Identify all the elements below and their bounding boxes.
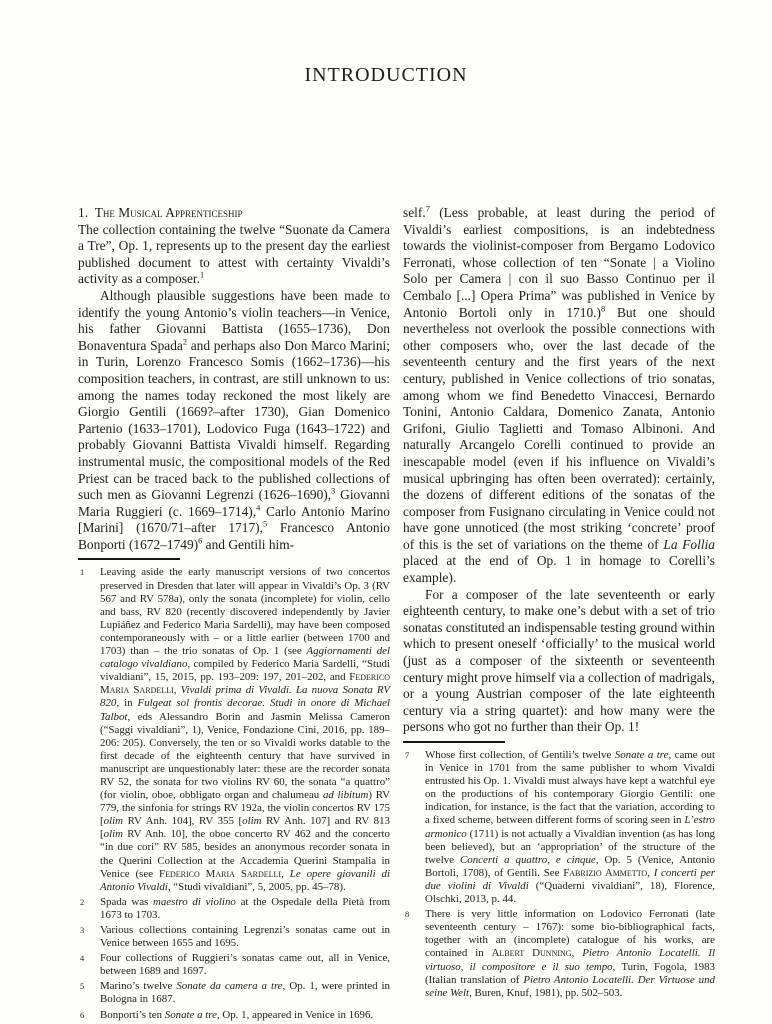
text-segment: Various collections containing Legrenzi’s sonatas came out in Venice between 1655 and 1695. [100,924,390,950]
right-column [403,204,716,999]
text-segment: Francesco Antonio Bonporti (1672–1749) [78,520,390,552]
text-segment: Vivaldi prima di Vivaldi. La nuova Sonata RV 820 [100,684,390,710]
footnote-rule [403,741,505,743]
footnote [78,924,390,950]
text-segment: at the Ospedale della Pietà from 1673 to 1703. [100,895,390,921]
text-segment: Giovanni Maria Ruggieri (c. 1669–1714), [78,487,391,519]
section-heading [78,205,390,222]
text-segment: , Buren, Knuf, 1981), pp. 502–503. [469,986,623,999]
text-segment: Four collections of Ruggieri’s sonatas came out, all in Venice, between 1689 and 1697. [100,952,390,978]
text-segment: ad libitum [322,789,369,802]
footnote-text [100,566,390,893]
text-segment: , Op. 1, were printed in Bologna in 1687. [100,980,390,1006]
text-segment: Federico Maria Sardelli [100,671,390,697]
footnote-number: 2 [80,896,85,907]
footnote-text [100,952,390,978]
text-segment: , [647,866,654,879]
footnote [403,908,715,1000]
text-segment: , Turin, Fogola, 1983 (Italian translation of [425,960,715,986]
text-segment: Pietro Antonio Locatelli. Il virtuoso, il compositore e il suo tempo [425,947,716,973]
footnote-text [100,924,390,950]
text-segment: Pietro Antonio Locatelli. Der Virtuose und seine Welt [425,973,716,999]
text-segment: The collection containing the twelve “Suonate da Camera a Tre”, Op. 1, represents up to the present day the earliest published document to attest with certainty Vivaldi’s activity as a composer. [78,221,390,287]
footnote-reference: 2 [182,337,188,347]
text-segment: self. [403,205,426,220]
left-column [78,205,391,1021]
footnote-number: 1 [80,567,85,578]
footnote-number: 8 [405,909,410,920]
two-column-layout [78,204,716,1021]
text-segment: , Op. 1, appeared in Venice in 1696. [216,1008,374,1021]
text-segment: Concerti a quattro, e cinque [460,853,596,866]
footnote-text [100,1009,390,1022]
paragraph [78,288,390,554]
text-segment: 1. [78,205,95,220]
footnote-reference: 1 [199,270,205,280]
text-segment: , Op. 5 (Venice, Antonio Bortoli, 1708), of Gentili. See [425,853,715,879]
text-segment: I concerti per due violini di Vivaldi [425,866,715,892]
footnote [403,749,715,906]
text-segment: Aggiornamenti del catalogo vivaldiano [100,645,390,671]
right-footnotes-list [403,749,715,1000]
text-segment: L’estro armonico [425,814,715,840]
footnote-reference: 5 [262,519,268,529]
footnote [78,952,390,978]
footnote-number: 5 [80,981,85,992]
text-segment: Le opere giovanili di Antonio Vivaldi [100,867,391,893]
left-column-body [78,205,390,553]
text-segment: Sonate a tre [614,749,669,761]
text-segment: For a composer of the late seventeenth or early eighteenth century, to make one’s debut with a set of trio sonatas constituted an indispensable testing ground within which to present oneself ‘officially’ to the musical world (just as a composer of the sixteenth or seventeenth century might prove himself via a collection of madrigals, or a young Austrian composer of the late eighteenth century via a string quartet): and how many were the persons who got no further than their Op. 1! [403,586,715,735]
footnote [78,980,390,1006]
right-footnotes-section [403,736,715,1000]
footnote-reference: 4 [256,503,261,513]
text-segment: Sonate a tre [164,1008,217,1021]
text-segment: Sonate da camera a tre [176,980,283,993]
footnote-reference: 8 [600,304,606,314]
text-segment: and Gentili him- [202,536,295,552]
text-segment: Albert Dunning [491,947,572,960]
text-segment: , eds Alessandro Borin and Jasmin Melissa Cameron (“Saggi vivaldiani”, 1), Venice, Fondazione Cini, 2016, pp. 189–206: 205). Conversely, the ten or so Vivaldi works datable to the first decade of the eighteenth century that have survived in manuscript are unquestionably later: these are the recorder sonata RV 52, the sonata for two violins RV 60, the sonata “a quattro” (for violin, oboe, obbligato organ and chalumeau [100,710,390,802]
text-segment: (“Quaderni vivaldiani”, 18), Florence, Olschki, 2013, p. 44. [425,879,715,906]
text-segment: , in [116,697,138,710]
footnote-number: 7 [405,750,410,760]
text-segment: RV Anh. 10], the oboe concerto RV 462 and the concerto “in due cori” RV 585, besides an anonymous recorder sonata in the Querini Collection at the Accademia Querini Stampalia in Venice (see [100,828,390,880]
page-title: INTRODUCTION [304,64,468,86]
text-segment: , [281,867,290,880]
footnote-text [425,749,715,906]
text-segment: (Less probable, at least during the period of Vivaldi’s earliest compositions, is an indebtedness towards the violinist-composer from Bergamo Lodovico Ferronati, whose collection of ten “Sonate | a Violino Solo per Camera | con il suo Basso Continuo per il Cembalo [...] Opera Prima” was published in Venice by Antonio Bortoli only in 1710.) [403,205,715,320]
footnote-text [100,896,390,922]
text-segment: olim [103,828,124,841]
text-segment: RV Anh. 104], RV 355 [ [123,815,243,828]
footnote-number: 6 [80,1009,85,1020]
text-segment: Federico Maria Sardelli [159,867,282,880]
text-segment: , [173,684,181,697]
text-segment: Bonporti’s ten [100,1008,165,1021]
text-segment: Marino’s twelve [100,980,177,993]
footnote [78,896,390,922]
text-segment: Fulgeat sol frontis decorae. Studi in onore di Michael Talbot [100,697,391,723]
text-segment: , compiled by Federico Maria Sardelli, “Studi vivaldiani”, 15, 2015, pp. 193–209: 197, 201–202, and [100,658,390,684]
text-segment: The Musical Apprenticeship [94,205,243,220]
text-segment: and perhaps also Don Marco Marini; in Turin, Lorenzo Francesco Somis (1662–1736)—his composition teachers, in contrast, are still unknown to us: among the names today reckoned the most likely are Giorgio Gentili (1669?–after 1730), Gian Domenico Partenio (1633–1701), Lodovico Fuga (1643–1722) and probably Giovanni Battista Vivaldi himself. Regarding instrumental music, the compositional models of the Red Priest can be traced back to the published collections of such men as Giovanni Legrenzi (1626–1690), [78,337,390,503]
footnote-reference: 6 [198,536,203,546]
left-footnotes-list [78,566,390,1021]
text-segment: placed at the end of Op. 1 in homage to Corelli’s example). [403,553,715,586]
footnote [78,1009,390,1022]
paragraph [403,205,715,587]
footnote-number: 4 [80,953,85,964]
text-segment: Although plausible suggestions have been made to identify the young Antonio’s violin teachers—in Venice, his father Giovanni Battista (1655–1736), Don Bonaventura Spada [78,287,390,353]
footnote-number: 3 [80,925,85,935]
footnote [78,566,390,893]
footnote-text [100,980,390,1006]
text-segment: olim [242,815,262,828]
text-segment: ) RV 779, the sinfonia for strings RV 192a, the violin concertos RV 175 [ [100,789,390,828]
text-segment: (1711) is not actually a Vivaldian invention (as has long been believed), but an ‘appropriation’ of the structure of the twelve [425,827,715,866]
text-segment: olim [103,815,124,828]
paragraph [403,587,715,736]
right-column-body [403,205,715,736]
text-segment: Whose first collection, of Gentili’s twelve [425,749,615,761]
left-footnotes-section [78,553,390,1021]
text-segment: But one should nevertheless not overlook the possible connections with other composers who, over the last decade of the seventeenth century and the first years of the next century, published in Venice collections of trio sonatas, among whom we find Benedetto Vinaccesi, Bernardo Tonini, Antonio Caldara, Domenico Zanata, Antonio Grifoni, Giulio Taglietti and Tomaso Albinoni. And naturally Arcangelo Corelli continued to provide an inescapable model (even if his influence on Vivaldi’s musical upbringing has often been overrated): certainly, the dozens of different editions of the sonatas of the composer from Fusignano circulating in Venice could not have gone unnoticed (the most striking ‘concrete’ proof of this is the set of variations on the theme of [403,304,716,552]
paragraph [78,222,390,288]
footnote-reference: 7 [425,204,430,214]
text-segment: , “Studi vivaldiani”, 5, 2005, pp. 45–78). [167,880,346,893]
text-segment: La Follia [663,536,715,552]
text-segment: maestro di violino [153,895,236,908]
footnote-rule [78,558,180,560]
text-segment: Carlo Antonio Marino [Marini] (1670/71–after 1717), [78,503,390,536]
text-segment: , [571,947,583,960]
text-segment: Leaving aside the early manuscript versions of two concertos preserved in Dresden that later will appear in Vivaldi’s Op. 3 (RV 567 and RV 578a), only the sonata (incomplete) for violin, cello and bass, RV 820 (recently discovered independently by Javier Lupiáñez and Federico Maria Sardelli), may have been composed contemporaneously with – or a little earlier (between 1700 and 1703) than – the trio sonatas of Op. 1 (see [100,566,390,658]
text-segment: RV Anh. 107] and RV 813 [ [100,815,391,841]
text-segment: , came out in Venice in 1701 from the same publisher to whom Vivaldi entrusted his Op. 1. Vivaldi must always have kept a watchful eye on the productions of his contemporary Giorgio Gentili: one indication, for instance, is the fact that the variation, according to a fixed scheme, between different forms of scoring seen in [425,749,715,827]
footnote-reference: 3 [331,486,336,496]
text-segment: Spada was [100,895,153,908]
text-segment: There is very little information on Lodovico Ferronati (late seventeenth century – 1767): some bio-bibliographical facts, together with an (incomplete) catalogue of his works, are contained in [425,908,715,960]
footnote-text [425,908,715,1000]
text-segment: Fabrizio Ammetto [563,866,648,879]
